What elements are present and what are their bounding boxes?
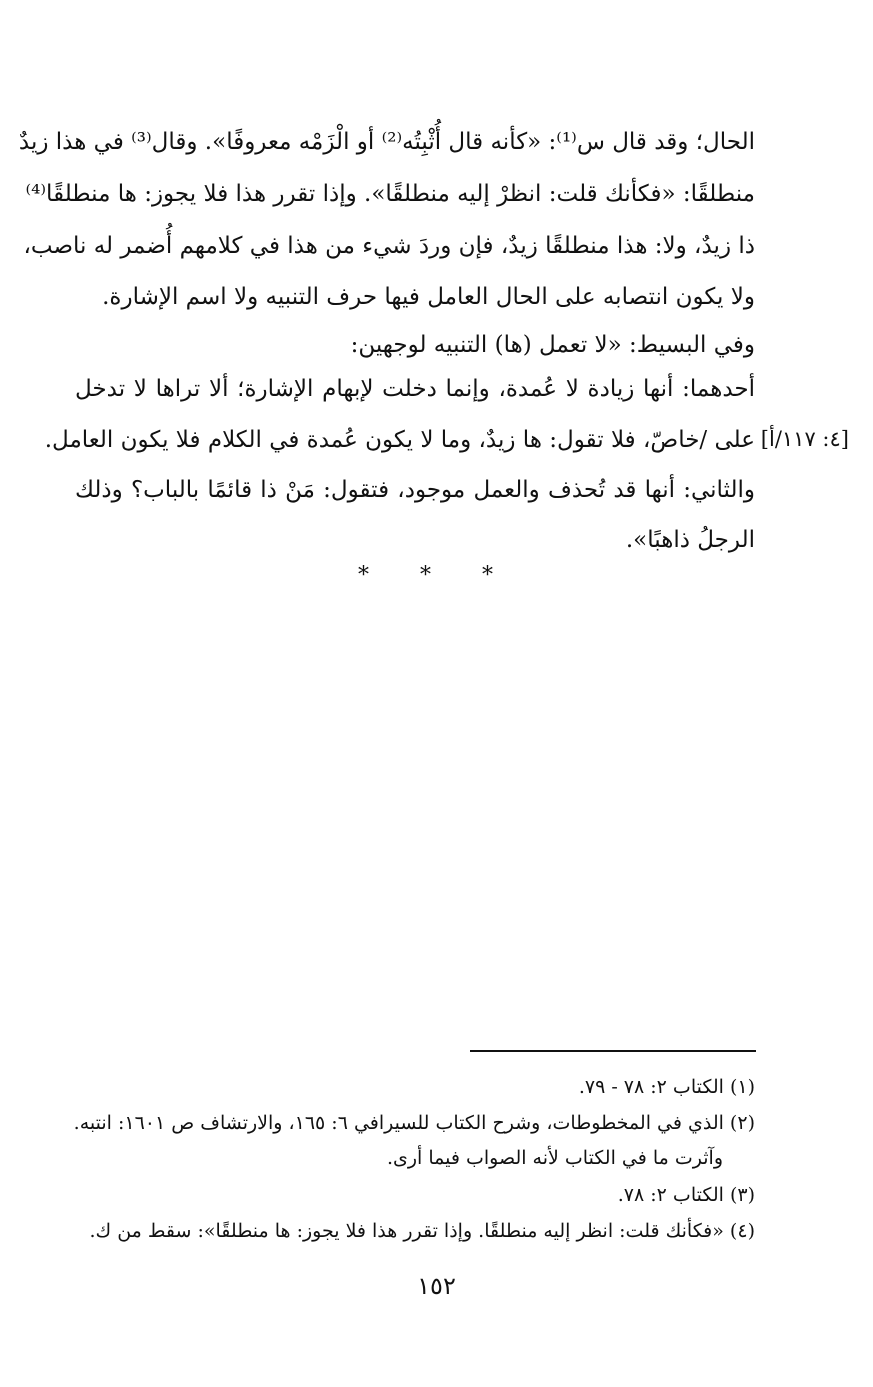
body-line-2: منطلقًا: «فكأنك قلت: انظرْ إليه منطلقًا». وإذا تقرر هذا فلا يجوز: ها منطلقًا⁽⁴⁾ [25, 181, 755, 207]
body-line-6: أحدهما: أنها زيادة لا عُمدة، وإنما دخلت لإبهام الإشارة؛ ألا تراها لا تدخل [75, 376, 755, 402]
body-line-7: على /خاصّ، فلا تقول: ها زيدٌ، وما لا يكون عُمدة في الكلام فلا يكون العامل. [44, 427, 755, 453]
body-line-5: وفي البسيط: «لا تعمل (ها) التنبيه لوجهين: [350, 332, 755, 358]
footnote-2: (٢) الذي في المخطوطات، وشرح الكتاب للسيرافي ٦: ١٦٥، والارتشاف ص ١٦٠١: انتبه. [73, 1112, 755, 1134]
section-separator: * * * [358, 563, 515, 588]
body-line-8: والثاني: أنها قد تُحذف والعمل موجود، فتقول: مَنْ ذا قائمًا بالباب؟ وذلك [75, 477, 755, 503]
body-line-1: الحال؛ وقد قال س⁽¹⁾: «كأنه قال أُثْبِتُه⁽²⁾ أو الْزَمْه معروفًا». وقال⁽³⁾ في هذا زيدٌ [18, 129, 755, 155]
body-line-4: ولا يكون انتصابه على الحال العامل فيها حرف التنبيه ولا اسم الإشارة. [102, 284, 755, 310]
footnote-3: (٣) الكتاب ٢: ٧٨. [617, 1184, 755, 1206]
manuscript-folio-reference: [٤: ١١٧/أ] [760, 427, 849, 451]
page-number: ١٥٢ [417, 1272, 456, 1300]
body-line-3: ذا زيدٌ، ولا: هذا منطلقًا زيدٌ، فإن وردَ شيء من هذا في كلامهم أُضمر له ناصب، [23, 233, 755, 259]
footnote-1: (١) الكتاب ٢: ٧٨ - ٧٩. [578, 1076, 755, 1098]
footnote-2-continuation: وآثرت ما في الكتاب لأنه الصواب فيما أرى. [386, 1147, 723, 1169]
body-line-9: الرجلُ ذاهبًا». [625, 527, 755, 553]
footnote-4: (٤) «فكأنك قلت: انظر إليه منطلقًا. وإذا تقرر هذا فلا يجوز: ها منطلقًا»: سقط من ك. [89, 1220, 755, 1242]
footnote-rule [470, 1050, 756, 1052]
